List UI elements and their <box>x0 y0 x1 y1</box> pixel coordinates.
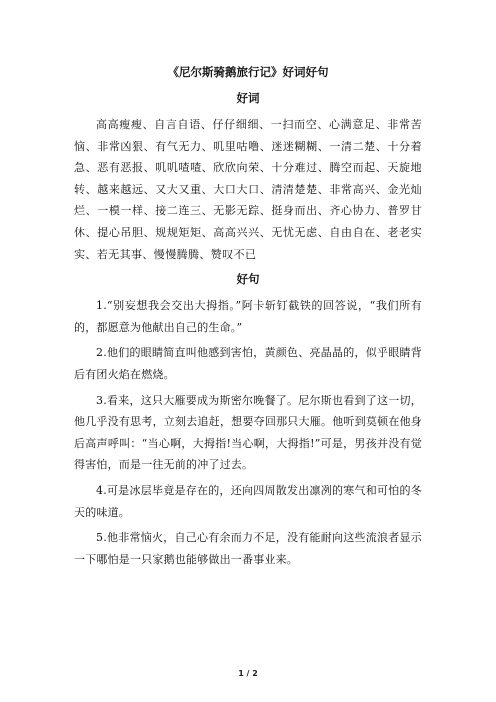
sentence-paragraph-2: 2.他们的眼睛简直叫他感到害怕，黄颜色、亮晶晶的，似乎眼睛背后有团火焰在燃烧。 <box>74 346 422 381</box>
sentence-paragraph-5: 5.他非常恼火，自己心有余而力不足，没有能耐向这些流浪者显示一下哪怕是一只家鹅也能够做出一番事业来。 <box>74 531 422 566</box>
page-number: 1 / 2 <box>238 669 258 678</box>
document-title: 《尼尔斯骑鹅旅行记》好词好句 <box>167 65 329 79</box>
sentence-paragraph-3: 3.看来，这只大雁要成为斯密尔晚餐了。尼尔斯也看到了这一切，他几乎没有思考，立刻去追赶，想要夺回那只大雁。他听到莫顿在他身后高声呼叫：“当心啊，大拇指!当心啊，大拇指!”可是，男孩并没有觉得害怕，而是一往无前的冲了过去。 <box>74 393 422 472</box>
sentence-paragraph-4: 4.可是冰层毕竟是存在的，还向四周散发出凛冽的寒气和可怕的冬天的味道。 <box>74 483 422 519</box>
sentences-heading: 好句 <box>236 272 260 287</box>
words-heading: 好词 <box>236 91 260 105</box>
sentence-paragraph-1: 1.“别妄想我会交出大拇指。”阿卡斩钉截铁的回答说，“我们所有的，都愿意为他献出自己的生命。” <box>74 299 422 334</box>
words-paragraph: 高高瘦瘦、自言自语、仔仔细细、一扫而空、心满意足、非常苦恼、非常凶狠、有气无力、叽里咕噜、迷迷糊糊、一清二楚、十分着急、恶有恶报、叽叽喳喳、欣欣向荣、十分难过、腾空而起、天旋地转、越来越远、又大又重、大口大口、清清楚楚、非常高兴、金光灿烂、一模一样、接二连三、无影无踪、挺身而出、齐心协力、普罗甘休、提心吊胆、规规矩矩、高高兴兴、无忧无虑、自由自在、老老实实、若无其事、慢慢腾腾、赞叹不已 <box>74 118 422 261</box>
